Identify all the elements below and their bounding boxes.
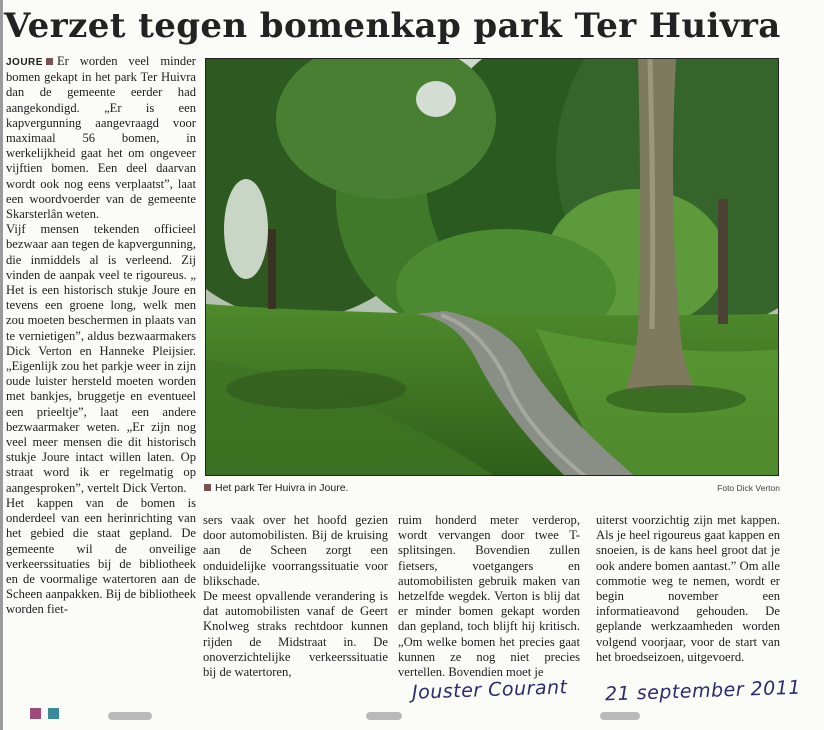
paragraph: Vijf mensen tekenden officieel bezwaar aan tegen de kapvergunning, die inmiddels al is verleend. Zij vinden de aanpak veel te rigoureus. „ Het is een historisch stukje Joure en tevens een groene long, welk men zou moeten beschermen in plaats van te vernietigen”, aldus bezwaarmakers Dick Verton en Hanneke Pleijsier. „Eigenlijk zou het parkje weer in zijn oude luister hersteld moeten worden met bankjes, bruggetje en eventueel een prieeltje”, laat een andere bezwaarmaker weten. „Er zijn nog veel meer mensen die dit historisch stukje Joure intact willen laten. Op straat word ik er regelmatig op aangesproken”, vertelt Dick Verton. (6, 222, 196, 495)
registration-mark (366, 712, 402, 720)
color-swatch-teal (48, 708, 59, 719)
paragraph: De meest opvallende verandering is dat automobilisten vanaf de Geert Knolweg straks rechtdoor kunnen rijden de Midstraat in. De onoverzichtelijke verkeerssituatie bij de watertoren, (203, 589, 388, 680)
caption-marker (204, 484, 211, 491)
caption-text: Het park Ter Huivra in Joure. (204, 482, 348, 494)
paragraph: ruim honderd meter verderop, wordt vervangen door twee T-splitsingen. Bovendien zullen fietsers, voetgangers en automobilisten gebruik maken van hetzelfde wegdek. Verton is blij dat er minder bomen gekapt worden dan gepland, toch blijft hij kritisch. „Om welke bomen het precies gaat kunnen ze nog niet precies vertellen. Bovendien moet je (398, 513, 580, 680)
color-swatch-magenta (30, 708, 41, 719)
photo-caption (204, 482, 780, 498)
scan-edge (0, 0, 3, 730)
dateline-marker (46, 58, 53, 65)
dateline: JOURE (6, 57, 43, 68)
article-column-3 (398, 513, 580, 680)
paragraph: uiterst voorzichtig zijn met kappen. Als je heel rigoureus gaat kappen en snoeien, is de kans heel groot dat je ook andere bomen aantast.” Om alle commotie weg te nemen, wordt er begin november een informatieavond gehouden. De geplande werkzaamheden worden volgend voorjaar, voor de start van het broedseizoen, uitgevoerd. (596, 513, 780, 664)
article-column-2 (203, 513, 388, 680)
article-column-1 (6, 54, 196, 618)
headline: Verzet tegen bomenkap park Ter Huivra (4, 6, 781, 46)
paragraph: JOURE Er worden veel minder bomen gekapt in het park Ter Huivra dan de gemeente eerder had aangekondigd. „Er is een kapvergunning aangevraagd voor maximaal 56 bomen, in werkelijkheid gaat het om ongeveer vijftien bomen. Een deel daarvan wordt ook nog eens verplaatst”, laat een woordvoerder van de gemeente Skarsterlân weten. (6, 54, 196, 222)
park-illustration (206, 59, 779, 476)
scan-marks (0, 704, 824, 726)
park-photo (205, 58, 779, 476)
handwritten-date: 21 september 2011 (604, 676, 802, 706)
handwritten-source: Jouster Courant (411, 676, 568, 704)
article-column-4 (596, 513, 780, 665)
paragraph: Het kappen van de bomen is onderdeel van een herinrichting van het gebied die staat gepland. De gemeente wil de onveilige verkeerssituaties bij de bibliotheek en de voormalige watertoren aan de Scheen aanpakken. Bij de bibliotheek worden fiet- (6, 495, 196, 617)
paragraph: sers vaak over het hoofd gezien door automobilisten. Bij de kruising aan de Scheen zorgt een onduidelijke voorrangssituatie voor blikschade. (203, 513, 388, 588)
registration-mark (108, 712, 152, 720)
registration-mark (600, 712, 640, 720)
photo-credit: Foto Dick Verton (717, 483, 780, 493)
